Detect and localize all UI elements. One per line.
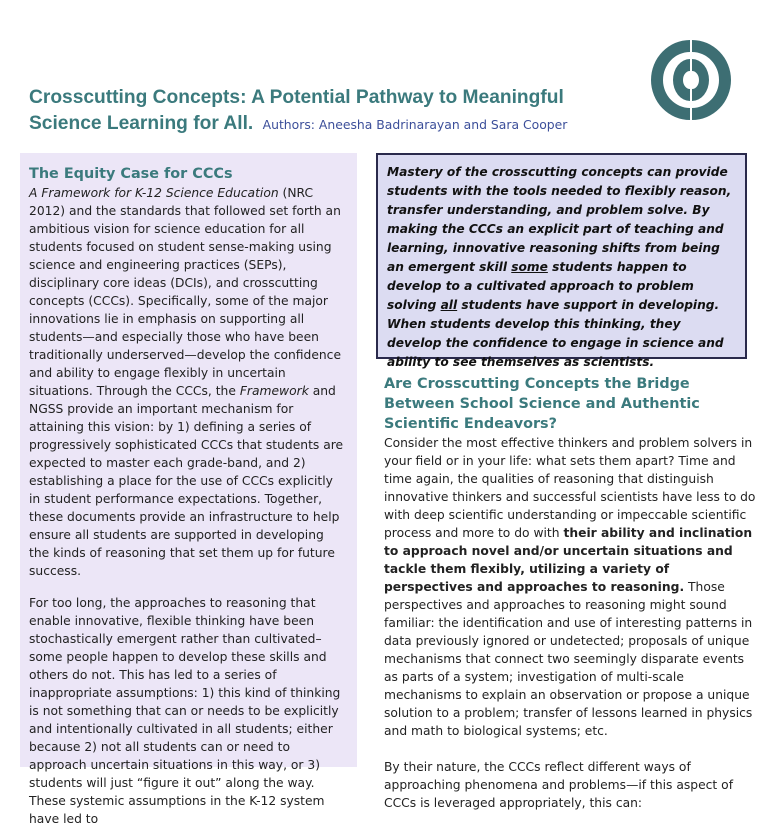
framework-italic: Framework <box>239 384 309 398</box>
underline-all: all <box>440 298 458 312</box>
bridge-paragraph-2: By their nature, the CCCs reflect different ways of approaching phenomena and problems—if this aspect of CCCs is leveraged appropriately, this can: <box>384 760 734 810</box>
title-line-1: Crosscutting Concepts: A Potential Pathway to Meaningful <box>29 87 564 108</box>
concentric-circle-logo-icon <box>651 38 729 122</box>
bridge-heading: Are Crosscutting Concepts the Bridge Between School Science and Authentic Scientific Endeavors? <box>384 376 700 432</box>
mastery-callout-box: Mastery of the crosscutting concepts can provide students with the tools needed to flexibly reason, transfer understanding, and problem solve. By making the CCCs an explicit part of teaching and learning, innovative reasoning shifts from being an emergent skill some students happen to develop to a cultivated approach to problem solving all students have support in developing. When students develop this thinking, they develop the confidence to engage in science and ability to see themselves as scientists. <box>376 153 747 359</box>
equity-case-paragraph-1: A Framework for K-12 Science Education (NRC 2012) and the standards that followed set forth an ambitious vision for science education for all students focused on student sense-making using science and engineering practices (SEPs), disciplinary core ideas (DCIs), and crosscutting concepts (CCCs). Specifically, some of the major innovations lie in emphasis on supporting all students—and especially those who have been traditionally underserved—develop the confidence and ability to engage flexibly in uncertain situations. Through the CCCs, the Framework and NGSS provide an important mechanism for attaining this vision: by 1) defining a series of progressively sophisticated CCCs that students are expected to master each grade-band, and 2) establishing a place for the use of CCCs explicitly in student performance expectations. Together, these documents provide an infrastructure to help ensure all students are supported in developing the kinds of reasoning that set them up for future success. <box>29 186 344 578</box>
page-title <box>29 85 649 138</box>
equity-case-heading: The Equity Case for CCCs <box>29 166 233 182</box>
bridge-paragraph-1: Consider the most effective thinkers and problem solvers in your field or in your life: what sets them apart? Time and time again, the qualities of reasoning that distinguish innovative thinkers and successful scientists have less to do with deep scientific understanding or impeccable scientific process and more to do with their ability and inclination to approach novel and/or uncertain situations and tackle them flexibly, utilizing a variety of perspectives and approaches to reasoning. Those perspectives and approaches to reasoning might sound familiar: the identification and use of interesting patterns in data previously ignored or undetected; proposals of unique mechanisms that connect two seemingly disparate events as parts of a system; investigation of multi-scale mechanisms to explain an observation or propose a unique solution to a problem; transfer of lessons learned in physics and math to biological systems; etc. <box>384 436 756 738</box>
bridge-section <box>384 374 758 812</box>
title-line-2: Science Learning for All. <box>29 113 254 134</box>
equity-case-panel <box>20 153 357 826</box>
framework-title-italic: A Framework for K-12 Science Education <box>29 186 279 200</box>
bold-emphasis: their ability and inclination to approach novel and/or uncertain situations and tackle them flexibly, utilizing a variety of perspectives and approaches to reasoning. <box>384 526 753 594</box>
authors-byline: Authors: Aneesha Badrinarayan and Sara Cooper <box>262 117 568 132</box>
equity-case-paragraph-2: For too long, the approaches to reasoning that enable innovative, flexible thinking have been stochastically emergent rather than cultivated–some people happen to develop these skills and others do not. This has led to a series of inappropriate assumptions: 1) this kind of thinking is not something that can or needs to be explicitly and intentionally cultivated in all students; either because 2) not all students can or need to approach uncertain situations in this way, or 3) students will just “figure it out” along the way. These systemic assumptions in the K-12 system have led to <box>29 596 341 826</box>
underline-some: some <box>511 260 548 274</box>
